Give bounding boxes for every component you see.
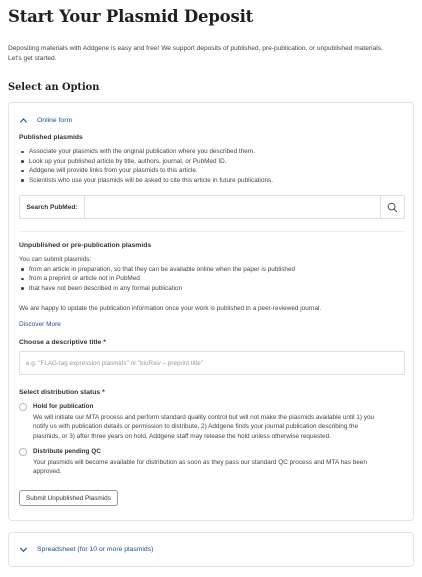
intro-line-1: Depositing materials with Addgene is easy and free! We support deposits of published, pre-publication, or unpublished materials. (8, 45, 383, 52)
spreadsheet-card (8, 532, 414, 567)
list-item: Addgene will provide links from your plasmids to this article. (19, 166, 273, 176)
section-title: Select an Option (8, 82, 100, 93)
distribute-pending-qc-radio[interactable] (19, 448, 27, 456)
description-line: Your plasmids will become available for distribution as soon as they pass our standard QC process and MTA has been (33, 458, 367, 466)
hold-for-publication-radio[interactable] (19, 403, 27, 411)
descriptive-title-input[interactable] (19, 351, 405, 375)
list-item: from an article in preparation, so that they can be available online when the paper is published (19, 265, 295, 275)
hold-for-publication-title: Hold for publication (33, 403, 94, 410)
pubmed-search-input[interactable] (85, 196, 380, 218)
published-bullets (19, 147, 273, 185)
list-item: Scientists who use your plasmids will be asked to cite this article in future publications. (19, 176, 273, 186)
description-line: notify us with publication details or permission to distribute, 2) Addgene finds your journal publication describing the (33, 423, 359, 431)
unpublished-bullets (19, 265, 295, 294)
unpublished-intro: You can submit plasmids: (19, 256, 92, 263)
spreadsheet-toggle[interactable] (19, 545, 153, 554)
list-item: Look up your published article by title, authors, journal, or PubMed ID. (19, 157, 273, 167)
search-pubmed-label: Search PubMed: (20, 196, 85, 218)
discover-more-link[interactable]: Discover More (19, 321, 61, 328)
submit-unpublished-plasmids-button[interactable]: Submit Unpublished Plasmids (19, 490, 118, 506)
description-line: approved. (33, 468, 62, 476)
online-form-card (8, 102, 414, 521)
update-note: We are happy to update the publication information once your work is published in a peer-reviewed journal. (19, 305, 322, 312)
search-button[interactable] (380, 196, 404, 218)
chevron-up-icon (19, 116, 28, 125)
hold-for-publication-description (33, 413, 405, 442)
description-line: plasmids, or 3) after three years on hold, Addgene staff may release the hold unless otherwise requested. (33, 432, 331, 440)
distribute-pending-qc-description (33, 458, 405, 477)
unpublished-heading: Unpublished or pre-publication plasmids (19, 242, 152, 249)
chevron-down-icon (19, 545, 28, 554)
divider (19, 231, 405, 232)
intro-text (8, 44, 410, 64)
search-icon (387, 202, 398, 213)
page-title: Start Your Plasmid Deposit (8, 7, 254, 26)
published-heading: Published plasmids (19, 134, 83, 141)
list-item: that have not been described in any formal publication (19, 284, 295, 294)
distribution-status-label: Select distribution status * (19, 389, 105, 396)
intro-line-2: Let's get started. (8, 55, 57, 62)
distribute-pending-qc-title: Distribute pending QC (33, 448, 101, 455)
spreadsheet-label: Spreadsheet (for 10 or more plasmids) (37, 546, 154, 553)
list-item: Associate your plasmids with the original publication where you described them. (19, 147, 273, 157)
online-form-toggle[interactable] (19, 116, 72, 125)
list-item: from a preprint or article not in PubMed (19, 274, 295, 284)
online-form-label: Online form (37, 117, 73, 124)
description-line: We will initiate our MTA process and perform standard quality control but will not make the plasmids available until 1) you (33, 413, 375, 421)
title-field-label: Choose a descriptive title * (19, 339, 106, 346)
pubmed-search (19, 195, 405, 219)
